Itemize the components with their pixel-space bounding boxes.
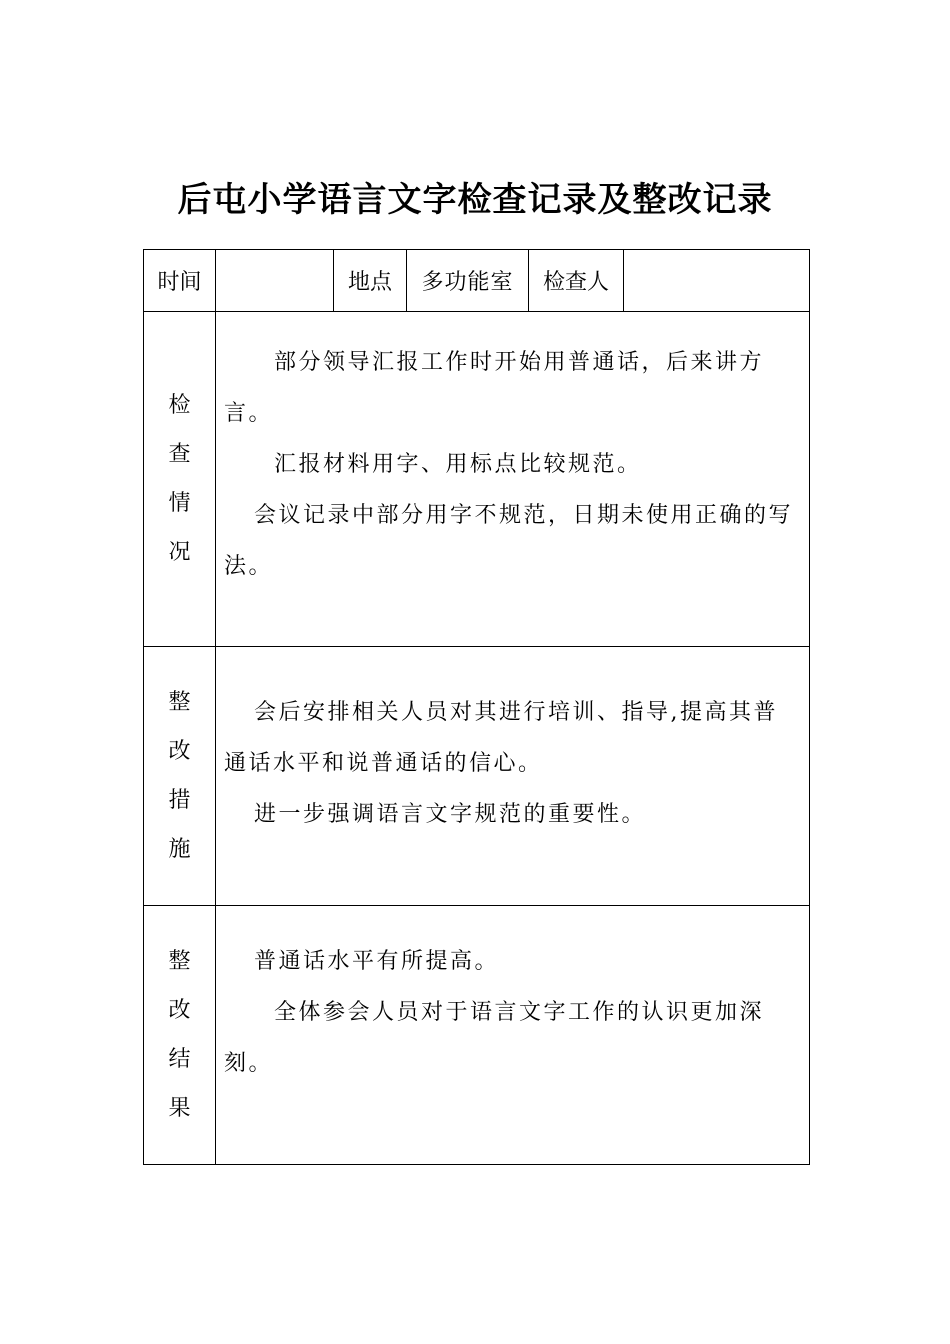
- time-value: [216, 250, 334, 312]
- measures-paragraph: 会后安排相关人员对其进行培训、指导,提高其普通话水平和说普通话的信心。: [224, 700, 778, 776]
- header-row: [144, 250, 810, 312]
- results-paragraph: 普通话水平有所提高。: [254, 949, 500, 974]
- measures-label: 整 改 措 施: [144, 647, 216, 906]
- inspection-paragraph: 部分领导汇报工作时开始用普通话，后来讲方言。: [224, 350, 765, 426]
- inspection-paragraph: 汇报材料用字、用标点比较规范。: [274, 452, 642, 477]
- inspection-paragraph: 会议记录中部分用字不规范，日期未使用正确的写法。: [224, 503, 794, 579]
- results-paragraph: 全体参会人员对于语言文字工作的认识更加深刻。: [224, 1000, 765, 1076]
- inspection-content: [216, 312, 810, 647]
- inspection-label: 检 查 情 况: [144, 312, 216, 647]
- measures-paragraph: 进一步强调语言文字规范的重要性。: [254, 802, 647, 827]
- measures-row: [144, 647, 810, 906]
- results-content: [216, 906, 810, 1165]
- time-label: 时间: [144, 250, 216, 312]
- measures-content: [216, 647, 810, 906]
- results-label: 整 改 结 果: [144, 906, 216, 1165]
- record-table: [143, 249, 810, 1165]
- document-title: 后屯小学语言文字检查记录及整改记录: [177, 180, 773, 220]
- inspector-value: [624, 250, 810, 312]
- results-row: [144, 906, 810, 1165]
- inspection-row: [144, 312, 810, 647]
- place-value: 多功能室: [407, 250, 529, 312]
- place-label: 地点: [334, 250, 407, 312]
- inspector-label: 检查人: [529, 250, 624, 312]
